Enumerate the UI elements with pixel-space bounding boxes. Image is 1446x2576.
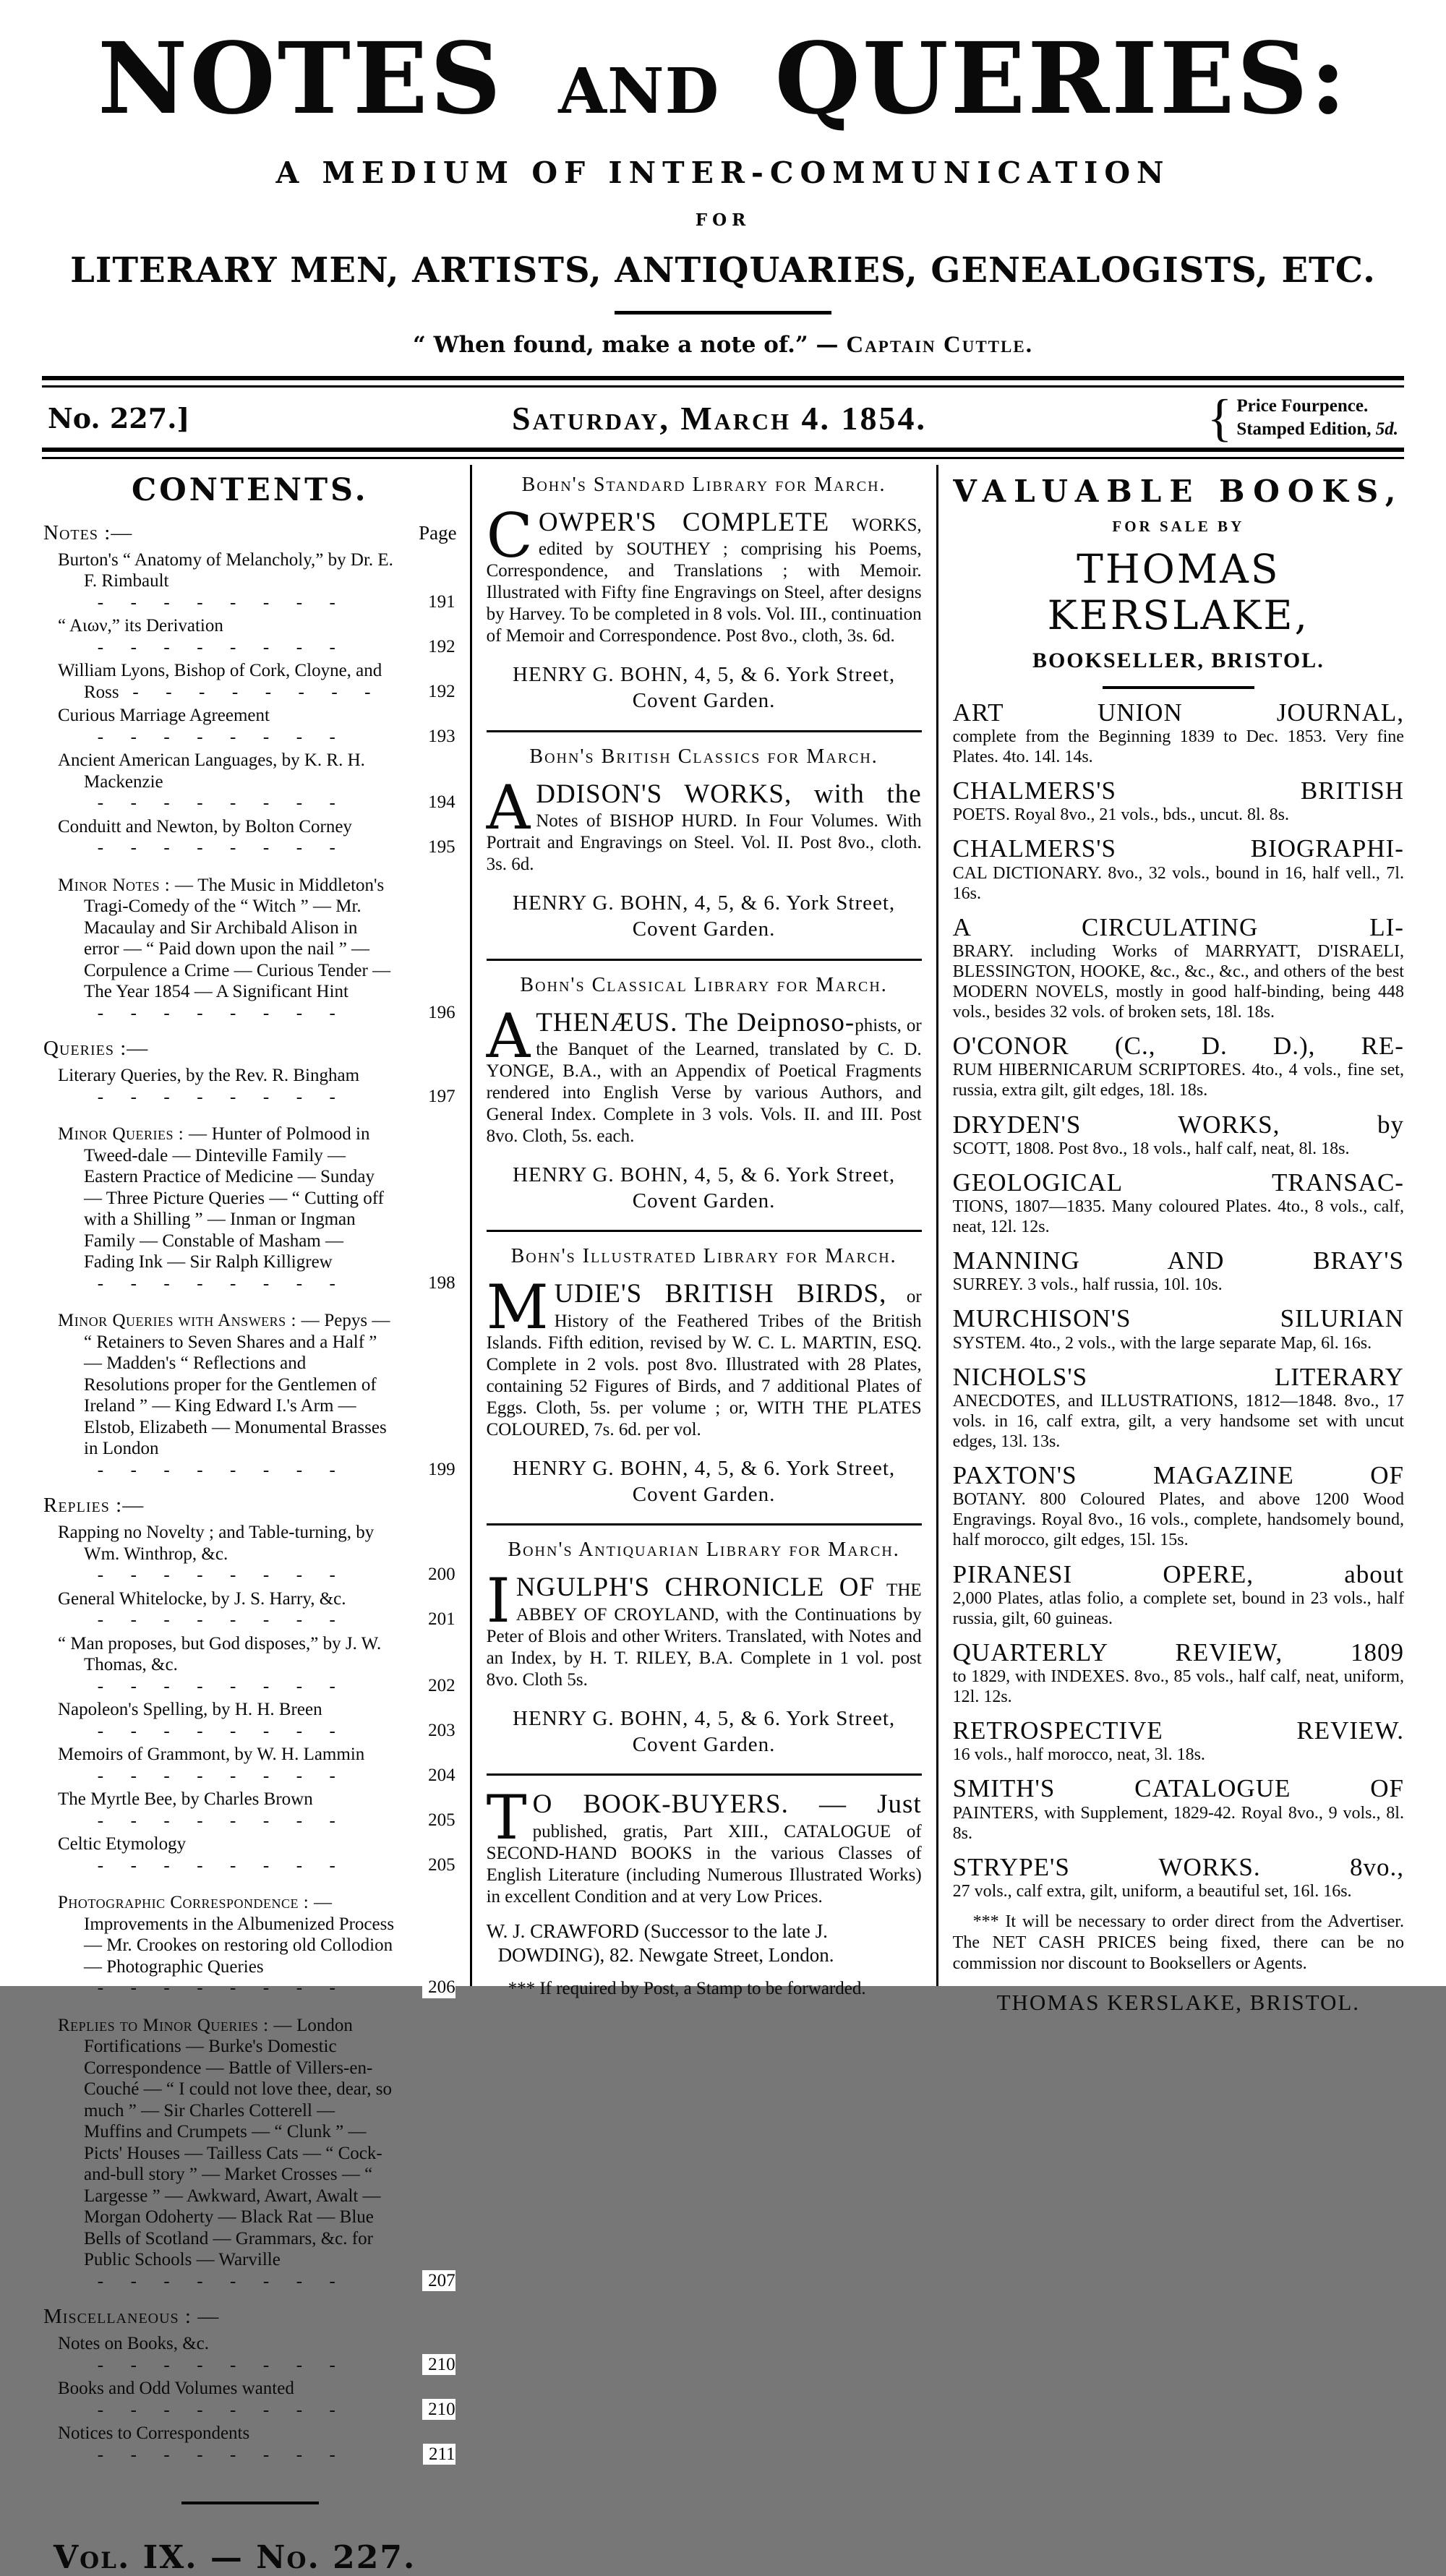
toc-item (43, 1522, 457, 1586)
price-line-1: Price Fourpence. (1236, 395, 1369, 416)
toc-item-text: Celtic Etymology (58, 1834, 187, 1854)
catalog-item-body: CAL DICTIONARY. 8vo., 32 vols., bound in 16, half vell., 7l. 16s. (952, 863, 1404, 903)
catalog-item-lead: CHALMERS'S BIOGRAPHI- (952, 834, 1404, 863)
ad-header: Bohn's Standard Library for March. (521, 473, 886, 496)
masthead-rule (615, 311, 831, 314)
toc-page-number: 197 (422, 1086, 455, 1108)
ad-lead: THENÆUS. The Deipnoso- (536, 1007, 855, 1037)
catalog-item-body: RUM HIBERNICARUM SCRIPTORES. 4to., 4 vols., fine set, russia, extra gilt, gilt edges, 18l. 18s. (952, 1061, 1404, 1100)
toc-item (43, 1833, 457, 1876)
for-sale-by: FOR SALE BY (1112, 517, 1245, 535)
toc-page-number: 207 (422, 2270, 455, 2292)
toc-item (43, 2423, 457, 2465)
audience-line: LITERARY MEN, ARTISTS, ANTIQUARIES, GENEALOGISTS, ETC. (70, 249, 1376, 291)
ad-ingulph (487, 1526, 922, 1776)
catalog-item-lead: RETROSPECTIVE REVIEW. (952, 1716, 1404, 1745)
toc-section-label: Replies :— (43, 1494, 145, 1518)
toc-section-label: Notes :— (43, 521, 133, 544)
ad-header: Bohn's Antiquarian Library for March. (508, 1539, 900, 1562)
toc-item-text: London Fortifications — Burke's Domestic Correspondence — Battle of Villers-en-Couché — “ I could not love thee, dear, so much ” — Sir Charles Cotterell — Muffins and Crumpets — “ Clunk ” — Picts' Houses — Tailless Cats — “ Cock-and-bull story ” — Market Crosses — “ Largesse ” — Awkward, Awart, Awalt — Morgan Odoherty — Black Rat — Blue Bells of Scotland — Grammars, &c. for Public Schools — Warville (84, 2015, 392, 2270)
toc-item-text: Memoirs of Grammont, by W. H. Lammin (58, 1745, 365, 1765)
book-buyers-note: *** If required by Post, a Stamp to be forwarded. (508, 1979, 866, 1999)
toc-section-label: Queries :— (43, 1037, 149, 1061)
catalog-item-lead: A CIRCULATING LI- (952, 912, 1404, 941)
ad-drop-cap: T (486, 1782, 527, 1854)
toc-item-text: Improvements in the Albumenized Process — Mr. Crookes on restoring old Collodion — Photographic Queries (84, 1914, 395, 1977)
toc-page-number: 202 (422, 1675, 455, 1697)
toc-item (43, 615, 457, 658)
toc-item (43, 750, 457, 814)
toc-item (43, 1699, 457, 1742)
toc-section-replies (43, 1494, 457, 2292)
catalog-item-lead: STRYPE'S WORKS. 8vo., (952, 1852, 1404, 1881)
masthead (42, 22, 1404, 459)
toc-item-text: Literary Queries, by the Rev. R. Bingham (58, 1066, 360, 1086)
motto-attribution: Captain Cuttle. (846, 331, 1033, 358)
toc-item (43, 660, 457, 703)
motto-quote: “ When found, make a note of.” — (413, 331, 839, 358)
stamped-price: 5d. (1375, 419, 1398, 440)
toc-item-text: Napoleon's Spelling, by H. H. Breen (58, 1700, 322, 1720)
toc-page-number: 210 (422, 2399, 455, 2421)
toc-item (43, 1744, 457, 1786)
toc-item (43, 1310, 457, 1481)
catalog-item-lead: ART UNION JOURNAL, (952, 698, 1404, 727)
book-buyers-address: W. J. CRAWFORD (Successor to the late J. DOWDING), 82. Newgate Street, London. (486, 1920, 834, 1967)
issue-date: Saturday, March 4. 1854. (512, 399, 927, 437)
toc-leader: - - - - - - - - (84, 592, 335, 612)
toc-page-number: 205 (422, 1810, 455, 1831)
toc-leader: - - - - - - - - (84, 1565, 335, 1586)
bookseller-location: BOOKSELLER, BRISTOL. (1032, 648, 1325, 672)
toc-leader: - - - - - - - - (84, 838, 335, 858)
toc-leader: - - - - - - - - (84, 1676, 335, 1696)
ad-body (486, 1000, 922, 1147)
catalog-item (953, 1168, 1404, 1237)
issue-number: No. 227.] (48, 401, 190, 435)
toc-item (43, 816, 457, 859)
motto (42, 332, 1404, 359)
ad-text: or History of the Feathered Tribes of the British Islands. Fifth edition, revised by W. C. L. MARTIN, ESQ. Complete in 2 vols. post 8vo. Illustrated with 28 Plates, containing 52 Figures of Birds, and 7 additional Plates of Eggs. Cloth, 5s. per volume ; or, WITH THE PLATES COLOURED, 7s. 6d. per vol. (486, 1287, 922, 1439)
toc-item-text: Notices to Correspondents (58, 2423, 250, 2444)
toc-item (43, 2015, 457, 2293)
catalog-item (953, 834, 1404, 903)
catalog-item (953, 1560, 1404, 1629)
ads-column (470, 465, 938, 1999)
toc-item-text: Curious Marriage Agreement (58, 706, 270, 726)
catalog-item-body: BRARY. including Works of MARRYATT, D'ISRAELI, BLESSINGTON, HOOKE, &c., &c., &c., and others of the best MODERN NOVELS, mostly in good half-binding, being 448 vols., besides 32 vols. of broken sets, 18l. 18s. (952, 941, 1404, 1022)
catalog-item-body: PAINTERS, with Supplement, 1829-42. Royal 8vo., 9 vols., 8l. 8s. (952, 1803, 1404, 1843)
toc-page-number: 199 (422, 1459, 455, 1481)
toc-leader: - - - - - - - - (119, 682, 371, 702)
toc-item-text: The Music in Middleton's Tragi-Comedy of the “ Witch ” — Mr. Macaulay and Sir Archibald Alison in error — “ Paid down upon the nail ” — Corpulence a Crime — Curious Tender — The Year 1854 — A Significant Hint (84, 875, 391, 1002)
bottom-double-rule (42, 448, 1404, 459)
catalog-item-body: BOTANY. 800 Coloured Plates, and above 1200 Wood Engravings. Royal 8vo., 16 vols., complete, handsomely bound, half morocco, gilt edges, 15l. 15s. (952, 1490, 1404, 1550)
toc-item-text: “ Man proposes, but God disposes,” by J. W. Thomas, &c. (58, 1633, 382, 1675)
top-double-rule (42, 376, 1404, 388)
toc-page-number: 192 (422, 636, 455, 658)
toc-section-label: Miscellaneous : — (43, 2305, 220, 2329)
toc-page-number: 194 (422, 792, 455, 813)
ad-body (486, 771, 922, 876)
toc-leader: - - - - - - - - (84, 2444, 335, 2465)
toc-item (43, 1789, 457, 1831)
ad-drop-cap: A (486, 771, 531, 843)
ad-header: Bohn's British Classics for March. (529, 745, 878, 768)
catalog-item-lead: NICHOLS'S LITERARY (952, 1362, 1404, 1391)
catalog-item-body: to 1829, with INDEXES. 8vo., 85 vols., half calf, neat, uniform, 12l. 12s. (952, 1667, 1404, 1707)
toc-leader: - - - - - - - - (84, 1273, 335, 1293)
toc-leader: - - - - - - - - (84, 2400, 335, 2420)
toc-item-text: Rapping no Novelty ; and Table-turning, by Wm. Winthrop, &c. (58, 1523, 375, 1564)
title-word-queries: QUERIES: (774, 21, 1348, 137)
ad-lead: UDIE'S BRITISH BIRDS, (554, 1279, 887, 1309)
toc-leader: - - - - - - - - (84, 793, 335, 813)
catalog-item-body: TIONS, 1807—1835. Many coloured Plates. 4to., 8 vols., calf, neat, 12l. 12s. (952, 1197, 1404, 1237)
catalog-item (953, 776, 1404, 825)
toc-leader: - - - - - - - - (84, 1855, 335, 1875)
signature: THOMAS KERSLAKE, BRISTOL. (996, 1990, 1361, 2016)
ad-lead: NGULPH'S CHRONICLE OF (515, 1572, 876, 1603)
toc-page-number: 201 (422, 1609, 455, 1630)
ad-drop-cap: M (486, 1272, 549, 1343)
publisher-line: HENRY G. BOHN, 4, 5, & 6. York Street, Covent Garden. (513, 1456, 896, 1507)
catalog-item-lead: MANNING AND BRAY'S (952, 1246, 1404, 1275)
toc-item-label: Minor Queries with Answers : — (58, 1311, 320, 1331)
catalog-item-lead: O'CONOR (C., D. D.), RE- (952, 1032, 1404, 1061)
catalog-item-lead: QUARTERLY REVIEW, 1809 (952, 1638, 1404, 1666)
toc-item (43, 1124, 457, 1294)
valuable-books-heading: VALUABLE BOOKS, (953, 473, 1404, 509)
contents-heading: CONTENTS. (132, 471, 369, 508)
toc-leader: - - - - - - - - (84, 1766, 335, 1786)
ad-body (486, 1272, 922, 1440)
catalog-item-body: 2,000 Plates, atlas folio, a complete set, bound in 23 vols., half russia, gilt, 60 guineas. (952, 1588, 1404, 1628)
toc-item-text: General Whitelocke, by J. S. Harry, &c. (58, 1588, 346, 1609)
catalog-item (953, 1461, 1404, 1550)
toc-page-number: 210 (422, 2354, 455, 2376)
books-column (938, 465, 1404, 2016)
toc-item-text: Books and Odd Volumes wanted (58, 2379, 294, 2399)
issue-bar (42, 388, 1404, 448)
toc-leader: - - - - - - - - (84, 2355, 335, 2375)
catalog-item-body: ANECDOTES, and ILLUSTRATIONS, 1812—1848. 8vo., 17 vols. in 16, calf extra, gilt, a very handsome set with uncut edges, 13l. 13s. (952, 1391, 1404, 1451)
catalog-item-body: SCOTT, 1808. Post 8vo., 18 vols., half calf, neat, 8l. 18s. (952, 1139, 1350, 1158)
ad-lead: DDISON'S WORKS, with the (536, 779, 922, 809)
toc-section-notes (43, 521, 457, 1024)
catalog-item (953, 1716, 1404, 1765)
toc-item (43, 1588, 457, 1631)
toc-item (43, 549, 457, 614)
catalog-item-body: 27 vols., calf extra, gilt, uniform, a beautiful set, 16l. 16s. (952, 1881, 1352, 1901)
toc-item-text: William Lyons, Bishop of Cork, Cloyne, and Ross (58, 661, 382, 702)
toc-item-text: Pepys — “ Retainers to Seven Shares and a Half ” — Madden's “ Reflections and Resolutions proper for the Gentlemen of Ireland ” — King Edward I.'s Arm — Elstob, Elizabeth — Monumental Brasses in London (84, 1311, 390, 1459)
bookseller-name: THOMAS KERSLAKE, (1047, 545, 1309, 638)
ad-addison (487, 732, 922, 961)
ad-athenaeus (487, 961, 922, 1233)
toc-page-number: 198 (422, 1272, 455, 1294)
toc-item-text: “ Αιων,” its Derivation (58, 616, 223, 636)
ad-lead: OWPER'S COMPLETE (538, 507, 830, 537)
catalog-item (953, 1638, 1404, 1707)
publisher-line: HENRY G. BOHN, 4, 5, & 6. York Street, Covent Garden. (513, 1706, 896, 1756)
ad-drop-cap: I (486, 1565, 510, 1637)
ad-text: phists, or the Banquet of the Learned, translated by C. D. YONGE, B.A., with an Appendix of Poetical Fragments rendered into English Verse by various Authors, and General Index. Complete in 3 vols. Vols. II. and III. Post 8vo. Cloth, 5s. each. (486, 1015, 922, 1146)
toc-item-text: Ancient American Languages, by K. R. H. Mackenzie (58, 750, 365, 792)
catalog-item (953, 1111, 1404, 1159)
catalog-item (953, 1032, 1404, 1100)
toc-leader: - - - - - - - - (84, 2271, 335, 2291)
toc-page-number: 191 (422, 591, 455, 613)
catalog-item (953, 1853, 1404, 1901)
toc-item (43, 705, 457, 748)
title-word-and: AND (558, 55, 720, 128)
catalog-item-lead: PAXTON'S MAGAZINE OF (952, 1461, 1404, 1490)
title-word-notes: NOTES (98, 21, 503, 137)
page-title (42, 21, 1404, 137)
ad-body (486, 500, 922, 647)
toc-page-number: 203 (422, 1720, 455, 1742)
ad-text: Notes of BISHOP HURD. In Four Volumes. With Portrait and Engravings on Steel. Vol. II. Post 8vo., cloth. 3s. 6d. (486, 811, 922, 874)
toc-page-number: 195 (422, 836, 455, 858)
catalog-item (953, 1246, 1404, 1295)
ad-drop-cap: C (486, 500, 533, 571)
price-lines (1236, 395, 1398, 442)
toc-page-number: 211 (423, 2444, 455, 2465)
catalog-item-lead: MURCHISON'S SILURIAN (952, 1304, 1404, 1333)
catalog-item-lead: SMITH'S CATALOGUE OF (952, 1774, 1404, 1803)
publisher-line: HENRY G. BOHN, 4, 5, & 6. York Street, Covent Garden. (513, 1163, 896, 1213)
catalog-item-body: SURREY. 3 vols., half russia, 10l. 10s. (952, 1275, 1223, 1295)
toc-leader: - - - - - - - - (84, 1460, 335, 1480)
toc-item-text: Notes on Books, &c. (58, 2334, 210, 2354)
catalog-item-body: 16 vols., half morocco, neat, 3l. 18s. (952, 1745, 1205, 1765)
volume-line: Vol. IX. — No. 227. (54, 2539, 416, 2576)
ad-text: THE ABBEY OF CROYLAND, with the Continuations by Peter of Blois and other Writers. Translated, with Notes and an Index, by H. T. RILEY, B.A. Complete in 1 vol. post 8vo. Cloth 5s. (486, 1580, 922, 1690)
catalog-item (953, 1363, 1404, 1452)
toc-page-number: 192 (422, 681, 455, 703)
book-buyers-ad (487, 1776, 922, 2016)
toc-item-text: Conduitt and Newton, by Bolton Corney (58, 816, 352, 836)
toc-leader: - - - - - - - - (84, 1610, 335, 1630)
publisher-line: HENRY G. BOHN, 4, 5, & 6. York Street, Covent Garden. (513, 891, 896, 941)
catalog-item-lead: GEOLOGICAL TRANSAC- (952, 1168, 1404, 1197)
toc-item-label: Minor Notes : — (58, 875, 194, 895)
toc-leader: - - - - - - - - (84, 637, 335, 657)
toc-leader: - - - - - - - - (84, 1810, 335, 1831)
ad-cowper (487, 465, 922, 732)
toc-leader: - - - - - - - - (84, 1721, 335, 1741)
heading-rule (1103, 686, 1254, 689)
catalog-item-body: POETS. Royal 8vo., 21 vols., bds., uncut. 8l. 8s. (952, 805, 1290, 825)
toc-page-number: 205 (422, 1854, 455, 1876)
contents-column (42, 465, 470, 2576)
toc-item-text: The Myrtle Bee, by Charles Brown (58, 1789, 313, 1810)
page-column-label: Page (419, 521, 457, 544)
toc-page-number: 204 (422, 1765, 455, 1786)
toc-page-number: 196 (422, 1002, 455, 1024)
catalog-item-lead: CHALMERS'S BRITISH (952, 776, 1404, 805)
catalog-item-body: complete from the Beginning 1839 to Dec. 1853. Very fine Plates. 4to. 14l. 14s. (952, 727, 1404, 766)
toc-item (43, 1892, 457, 1999)
toc-item-label: Minor Queries : — (58, 1124, 208, 1144)
toc-item-text: Burton's “ Anatomy of Melancholy,” by Dr. E. F. Rimbault (58, 549, 393, 591)
catalog-item (953, 698, 1404, 767)
order-note: *** It will be necessary to order direct from the Advertiser. The NET CASH PRICES being fixed, there can be no commission nor discount to Booksellers or Agents. (952, 1912, 1404, 1973)
toc-item (43, 875, 457, 1024)
ad-body (486, 1782, 922, 1907)
ad-mudie (487, 1232, 922, 1526)
toc-leader: - - - - - - - - (84, 727, 335, 747)
ad-body (486, 1565, 922, 1690)
toc-page-number: 206 (422, 1977, 455, 1998)
price-line-2: Stamped Edition, (1236, 419, 1376, 440)
brace-glyph: { (1207, 388, 1233, 447)
catalog-item (953, 1774, 1404, 1843)
toc-item-text: Hunter of Polmood in Tweed-dale — Dinteville Family — Eastern Practice of Medicine — Sunday — Three Picture Queries — “ Cutting off with a Shilling ” — Inman or Ingman Family — Constable of Masham — Fading Ink — Sir Ralph Killigrew (84, 1124, 384, 1272)
toc-item (43, 1633, 457, 1698)
catalog-item-body: SYSTEM. 4to., 2 vols., with the large separate Map, 6l. 16s. (952, 1333, 1372, 1353)
contents-end-rule (181, 2502, 319, 2504)
toc-page-number: 193 (422, 726, 455, 748)
columns (42, 465, 1404, 2576)
toc-leader: - - - - - - - - (84, 1087, 335, 1107)
ad-text: published, gratis, Part XIII., CATALOGUE of SECOND-HAND BOOKS in the various Classes of English Literature (including Numerous Illustrated Works) in excellent Condition and at very Low Prices. (486, 1821, 922, 1907)
subtitle: A MEDIUM OF INTER-COMMUNICATION (275, 155, 1171, 190)
catalog-item (953, 913, 1404, 1023)
toc-leader: - - - - - - - - (84, 1003, 335, 1023)
toc-item-label: Replies to Minor Queries : — (58, 2015, 292, 2035)
catalog-item (953, 1304, 1404, 1353)
ad-header: Bohn's Classical Library for March. (520, 973, 888, 996)
catalog-item-lead: DRYDEN'S WORKS, by (952, 1110, 1404, 1139)
ad-text: WORKS, edited by SOUTHEY ; comprising his Poems, Correspondence, and Translations ; with Memoir. Illustrated with Fifty fine Engravings on Steel, after designs by Harvey. To be completed in 8 vols. Vol. III., continuation of Memoir and Correspondence. Post 8vo., cloth, 3s. 6d. (486, 515, 922, 646)
toc-item (43, 2378, 457, 2421)
catalog-item-lead: PIRANESI OPERE, about (952, 1559, 1404, 1588)
toc-section-queries (43, 1037, 457, 1481)
toc-page-number: 200 (422, 1564, 455, 1586)
ad-header: Bohn's Illustrated Library for March. (510, 1245, 897, 1268)
toc-leader: - - - - - - - - (84, 1978, 335, 1998)
ad-lead: O BOOK-BUYERS. — Just (532, 1789, 922, 1820)
publisher-line: HENRY G. BOHN, 4, 5, & 6. York Street, Covent Garden. (513, 663, 896, 713)
toc-section-miscellaneous (43, 2305, 457, 2465)
ad-drop-cap: A (486, 1000, 531, 1071)
for-word: FOR (695, 210, 751, 230)
toc-item (43, 2333, 457, 2376)
toc-item (43, 1065, 457, 1108)
price-info (1152, 388, 1398, 447)
toc-item-label: Photographic Correspondence : — (58, 1893, 333, 1913)
